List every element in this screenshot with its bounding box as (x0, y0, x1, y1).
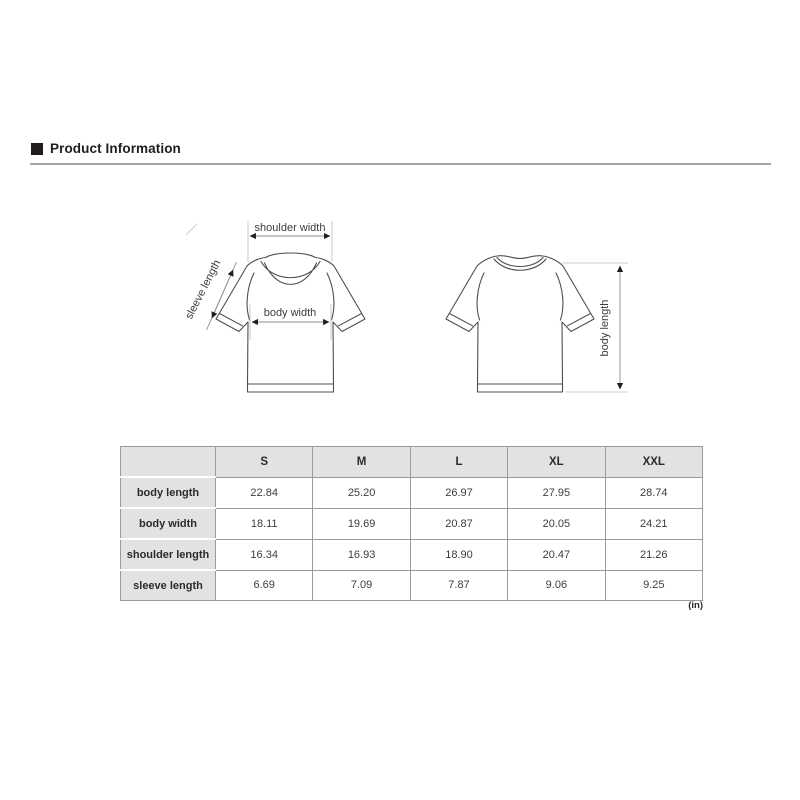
size-value-cell: 18.90 (410, 539, 507, 570)
size-value-cell: 20.47 (508, 539, 605, 570)
table-row-sleeve-length (121, 570, 703, 601)
measurement-row-label: shoulder length (121, 539, 216, 570)
tshirt-back-cuff-seams (450, 314, 591, 326)
measurement-row-label: body length (121, 477, 216, 508)
size-value-cell: 21.26 (605, 539, 702, 570)
tshirt-front-outline (216, 253, 365, 392)
size-table-header-row (121, 447, 703, 478)
unit-note: (in) (688, 600, 703, 611)
body-length-dimension (562, 263, 628, 392)
tshirt-front-collar (261, 262, 320, 285)
measurement-row-label: sleeve length (121, 570, 216, 601)
size-value-cell: 20.87 (410, 508, 507, 539)
size-value-cell: 27.95 (508, 477, 605, 508)
size-value-cell: 16.93 (313, 539, 410, 570)
body-width-label: body width (263, 307, 317, 319)
sleeve-length-dimension (183, 224, 236, 330)
body-length-label: body length (599, 299, 611, 357)
table-row-body-length (121, 477, 703, 508)
sleeve-length-label: sleeve length (183, 258, 224, 322)
tshirt-front-drawing (216, 253, 365, 392)
measurement-diagram (0, 200, 800, 445)
tshirt-back-collar (494, 258, 546, 271)
size-value-cell: 22.84 (216, 477, 313, 508)
size-column-header-l: L (410, 447, 507, 478)
size-value-cell: 24.21 (605, 508, 702, 539)
page-title: Product Information (50, 141, 181, 156)
size-column-header-xl: XL (508, 447, 605, 478)
body-width-dimension (250, 304, 331, 340)
size-value-cell: 9.25 (605, 570, 702, 601)
size-value-cell: 19.69 (313, 508, 410, 539)
shoulder-width-dimension (248, 221, 332, 262)
size-value-cell: 28.74 (605, 477, 702, 508)
size-column-header-xxl: XXL (605, 447, 702, 478)
size-column-header-m: M (313, 447, 410, 478)
table-row-body-width (121, 508, 703, 539)
measurement-row-label: body width (121, 508, 216, 539)
size-value-cell: 7.09 (313, 570, 410, 601)
section-header (31, 141, 181, 156)
size-value-cell: 7.87 (410, 570, 507, 601)
header-divider (30, 163, 771, 165)
tshirt-back-armhole-seams (477, 273, 563, 320)
size-value-cell: 20.05 (508, 508, 605, 539)
size-value-cell: 16.34 (216, 539, 313, 570)
size-table (120, 446, 703, 601)
shoulder-width-label: shoulder width (254, 222, 326, 234)
size-column-header-s: S (216, 447, 313, 478)
size-value-cell: 6.69 (216, 570, 313, 601)
size-value-cell: 18.11 (216, 508, 313, 539)
tshirt-back-drawing (446, 256, 594, 392)
size-value-cell: 26.97 (410, 477, 507, 508)
size-table-corner-cell (121, 447, 216, 478)
size-value-cell: 25.20 (313, 477, 410, 508)
title-bullet-icon (31, 143, 43, 155)
size-value-cell: 9.06 (508, 570, 605, 601)
table-row-shoulder-length (121, 539, 703, 570)
